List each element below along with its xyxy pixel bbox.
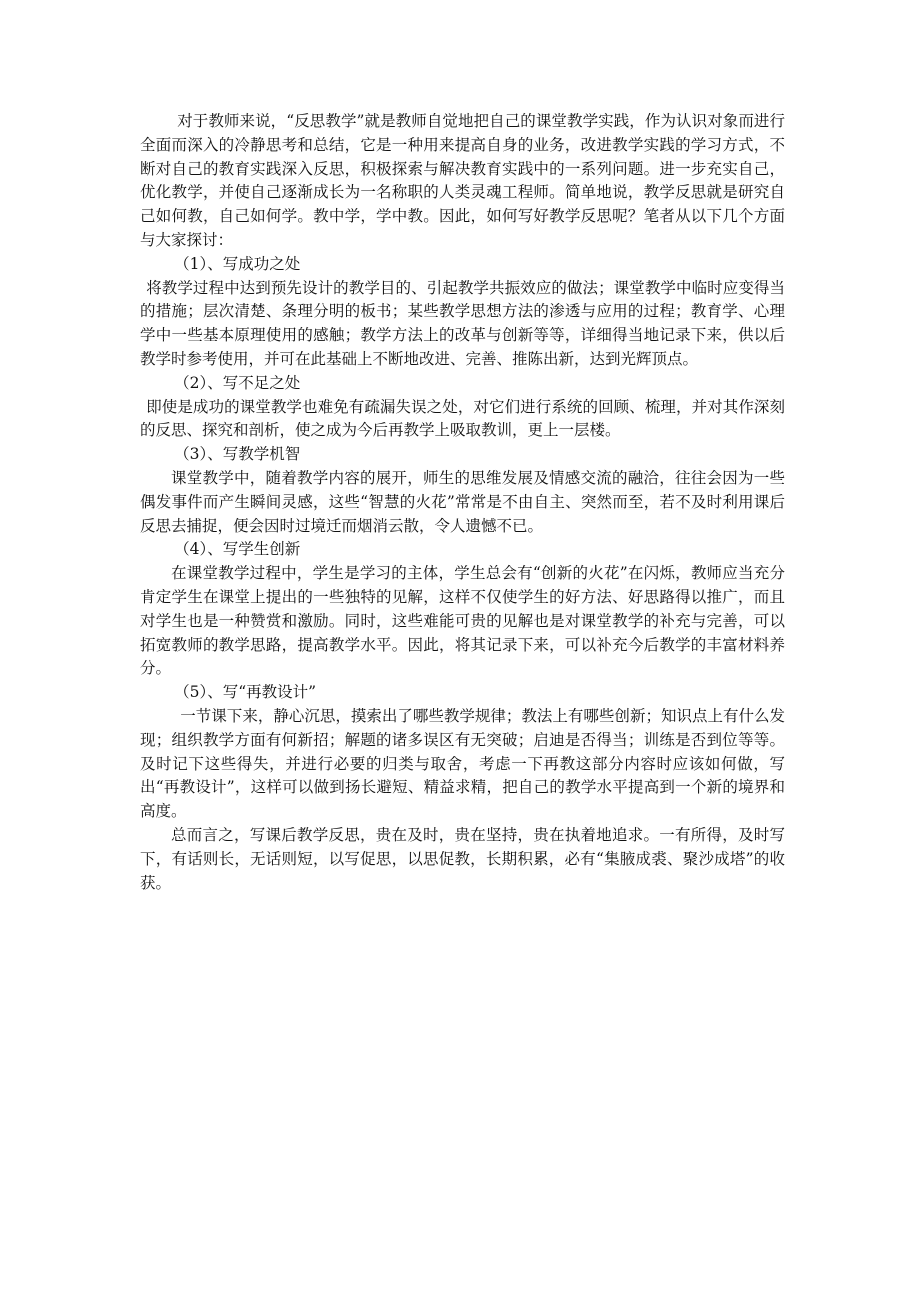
section-body-success: 将教学过程中达到预先设计的教学目的、引起教学共振效应的做法；课堂教学中临时应变得当的措施；层次清楚、条理分明的板书；某些教学思想方法的渗透与应用的过程；教育学、心理学中一些基本原理使用的感触；教学方法上的改革与创新等等，详细得当地记录下来，供以后教学时参考使用，并可在此基础上不断地改进、完善、推陈出新，达到光辉顶点。: [140, 278, 785, 368]
conclusion-paragraph: 总而言之，写课后教学反思，贵在及时，贵在坚持，贵在执着地追求。一有所得，及时写下，有话则长，无话则短，以写促思，以思促教，长期积累，必有“集腋成裘、聚沙成塔”的收获。: [140, 825, 785, 892]
section-heading-redesign: （5）、写“再教设计”: [174, 683, 317, 702]
section-body-shortcomings: 即使是成功的课堂教学也难免有疏漏失误之处，对它们进行系统的回顾、梳理，并对其作深刻的反思、探究和剖析，使之成为今后再教学上吸取教训，更上一层楼。: [140, 397, 785, 440]
section-heading-teaching-wit: （3）、写教学机智: [174, 445, 301, 464]
intro-paragraph: 对于教师来说，“反思教学”就是教师自觉地把自己的课堂教学实践，作为认识对象而进行全面而深入的冷静思考和总结，它是一种用来提高自身的业务，改进教学实践的学习方式，不断对自己的教育实践深入反思，积极探索与解决教育实践中的一系列问题。进一步充实自己，优化教学，并使自己逐渐成长为一名称职的人类灵魂工程师。简单地说，教学反思就是研究自己如何教，自己如何学。教中学，学中教。因此，如何写好教学反思呢？笔者从以下几个方面与大家探讨：: [140, 112, 785, 249]
section-body-teaching-wit: 课堂教学中，随着教学内容的展开，师生的思维发展及情感交流的融洽，往往会因为一些偶发事件而产生瞬间灵感，这些“智慧的火花”常常是不由自主、突然而至，若不及时利用课后反思去捕捉，便会因时过境迁而烟消云散，令人遗憾不已。: [140, 468, 785, 535]
section-body-redesign: 一节课下来，静心沉思，摸索出了哪些教学规律；教法上有哪些创新；知识点上有什么发现；组织教学方面有何新招；解题的诸多误区有无突破；启迪是否得当；训练是否到位等等。及时记下这些得失，并进行必要的归类与取舍，考虑一下再教这部分内容时应该如何做，写出“再教设计”，这样可以做到扬长避短、精益求精，把自己的教学水平提高到一个新的境界和高度。: [140, 706, 785, 821]
section-heading-student-innovation: （4）、写学生创新: [174, 540, 301, 559]
document-page: [140, 110, 785, 895]
section-heading-success: （1）、写成功之处: [174, 254, 301, 273]
section-body-student-innovation: 在课堂教学过程中，学生是学习的主体，学生总会有“创新的火花”在闪烁，教师应当充分肯定学生在课堂上提出的一些独特的见解，这样不仅使学生的好方法、好思路得以推广，而且对学生也是一种赞赏和激励。同时，这些难能可贵的见解也是对课堂教学的补充与完善，可以拓宽教师的教学思路，提高教学水平。因此，将其记录下来，可以补充今后教学的丰富材料养分。: [140, 564, 785, 678]
section-heading-shortcomings: （2）、写不足之处: [174, 373, 301, 392]
